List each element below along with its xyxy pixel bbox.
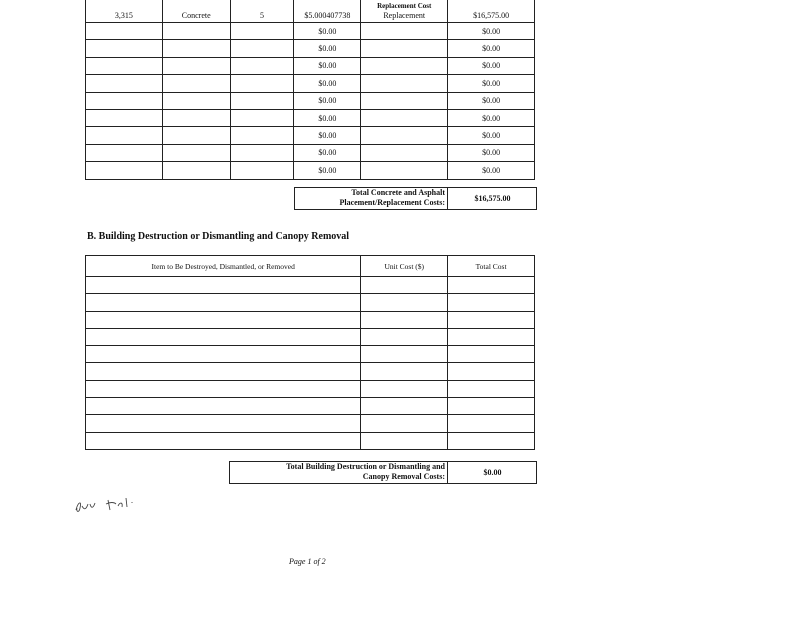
unit-cost-cell: $0.00 bbox=[294, 57, 361, 74]
section-b-total-box bbox=[229, 461, 537, 484]
table-row bbox=[86, 415, 535, 432]
cost-cell: $0.00 bbox=[448, 109, 535, 126]
table-row bbox=[86, 144, 535, 161]
section-b-table bbox=[85, 255, 535, 450]
cost-cell: $0.00 bbox=[448, 57, 535, 74]
table-row bbox=[86, 0, 535, 23]
table-row bbox=[86, 109, 535, 126]
table-row bbox=[86, 328, 535, 345]
table-row bbox=[86, 57, 535, 74]
cost-cell: $0.00 bbox=[448, 75, 535, 92]
unit-cost-cell: $0.00 bbox=[294, 40, 361, 57]
unit-cost-cell: $5.000407738 bbox=[294, 0, 361, 23]
material-cell: Concrete bbox=[162, 0, 230, 23]
cost-cell: $0.00 bbox=[448, 162, 535, 179]
cost-cell: $0.00 bbox=[448, 23, 535, 40]
table-row bbox=[86, 277, 535, 294]
cost-cell: $0.00 bbox=[448, 144, 535, 161]
item-header: Item to Be Destroyed, Dismantled, or Removed bbox=[86, 256, 361, 277]
unit-cost-cell: $0.00 bbox=[294, 127, 361, 144]
thickness-cell: 5 bbox=[230, 0, 294, 23]
cost-cell: $0.00 bbox=[448, 127, 535, 144]
table-row bbox=[86, 162, 535, 179]
table-row bbox=[86, 363, 535, 380]
table-row bbox=[86, 294, 535, 311]
section-a-total-box bbox=[294, 187, 537, 210]
table-row bbox=[86, 380, 535, 397]
table-header-row bbox=[86, 256, 535, 277]
table-row bbox=[86, 40, 535, 57]
quantity-cell: 3,315 bbox=[86, 0, 163, 23]
cut-header: Replacement Cost bbox=[377, 2, 432, 10]
page-number: Page 1 of 2 bbox=[289, 557, 326, 566]
unit-cost-cell: $0.00 bbox=[294, 162, 361, 179]
total-label-line1: Total Building Destruction or Dismantling and bbox=[286, 462, 445, 471]
unit-cost-cell: $0.00 bbox=[294, 23, 361, 40]
unit-cost-cell: $0.00 bbox=[294, 109, 361, 126]
section-a-table bbox=[85, 0, 535, 180]
total-label-line1: Total Concrete and Asphalt bbox=[351, 188, 445, 197]
table-row bbox=[86, 311, 535, 328]
type-value: Replacement bbox=[383, 11, 426, 20]
section-b-title: B. Building Destruction or Dismantling and Canopy Removal bbox=[87, 231, 350, 242]
type-cell bbox=[361, 0, 448, 23]
unit-cost-cell: $0.00 bbox=[294, 92, 361, 109]
handwritten-initials bbox=[70, 488, 150, 520]
unit-cost-cell: $0.00 bbox=[294, 144, 361, 161]
table-row bbox=[86, 346, 535, 363]
table-row bbox=[86, 92, 535, 109]
total-cost-header: Total Cost bbox=[448, 256, 535, 277]
cost-cell: $16,575.00 bbox=[448, 0, 535, 23]
table-row bbox=[86, 23, 535, 40]
table-row bbox=[86, 75, 535, 92]
unit-cost-cell: $0.00 bbox=[294, 75, 361, 92]
table-row bbox=[86, 398, 535, 415]
table-row bbox=[86, 432, 535, 449]
section-a-total-value: $16,575.00 bbox=[474, 194, 511, 203]
unit-cost-header: Unit Cost ($) bbox=[361, 256, 448, 277]
section-b-total-value: $0.00 bbox=[483, 468, 502, 477]
cost-cell: $0.00 bbox=[448, 92, 535, 109]
section-b-total-label bbox=[230, 462, 448, 483]
total-label-line2: Canopy Removal Costs: bbox=[362, 472, 445, 481]
table-row bbox=[86, 127, 535, 144]
cost-cell: $0.00 bbox=[448, 40, 535, 57]
section-a-total-label bbox=[295, 188, 448, 209]
total-label-line2: Placement/Replacement Costs: bbox=[339, 198, 445, 207]
